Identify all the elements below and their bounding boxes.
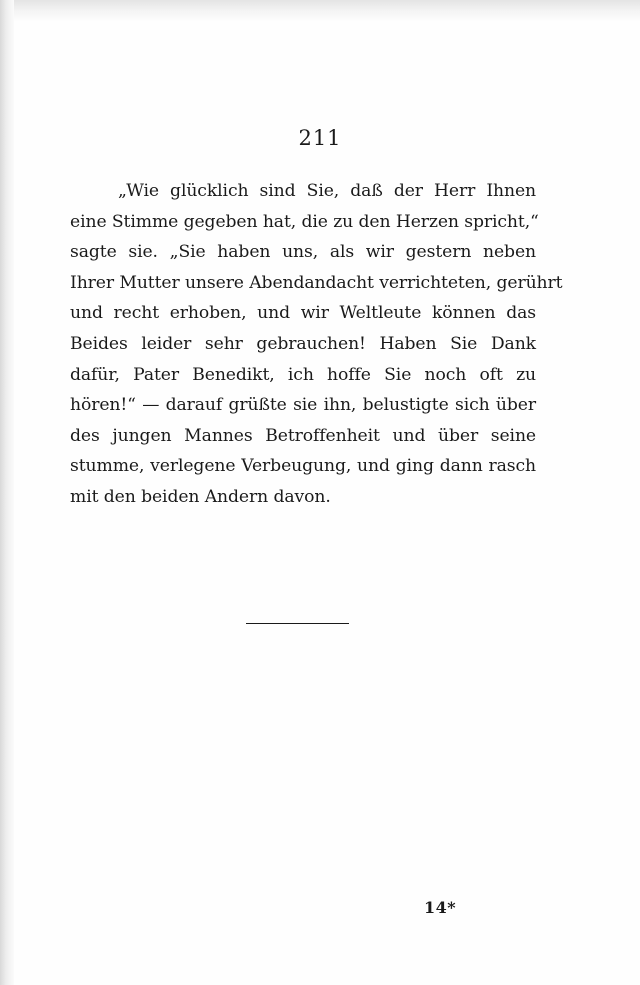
text-line: sagte sie. „Sie haben uns, als wir gestern neben (70, 242, 536, 263)
text-line: Beides leider sehr gebrauchen! Haben Sie Dank (70, 333, 536, 354)
text-line: dafür, Pater Benedikt, ich hoffe Sie noch oft zu (70, 364, 536, 385)
text-line: stumme, verlegene Verbeugung, und ging dann rasch (70, 456, 536, 477)
signature-mark: 14* (424, 898, 457, 917)
section-divider-rule (246, 623, 349, 624)
text-line: des jungen Mannes Betroffenheit und über seine (70, 425, 536, 446)
page-top-edge-shadow (14, 0, 640, 22)
text-line: mit den beiden Andern davon. (70, 486, 331, 507)
text-line: hören!“ — darauf grüßte sie ihn, belustigte sich über (70, 395, 536, 416)
page-number: 211 (298, 126, 342, 150)
text-line: eine Stimme gegeben hat, die zu den Herzen spricht,“ (70, 211, 539, 232)
text-line: „Wie glücklich sind Sie, daß der Herr Ihnen (118, 181, 536, 201)
body-paragraph (70, 176, 563, 513)
text-line: und recht erhoben, und wir Weltleute können das (70, 303, 536, 324)
text-line: Ihrer Mutter unsere Abendandacht verrichteten, gerührt (70, 272, 563, 293)
